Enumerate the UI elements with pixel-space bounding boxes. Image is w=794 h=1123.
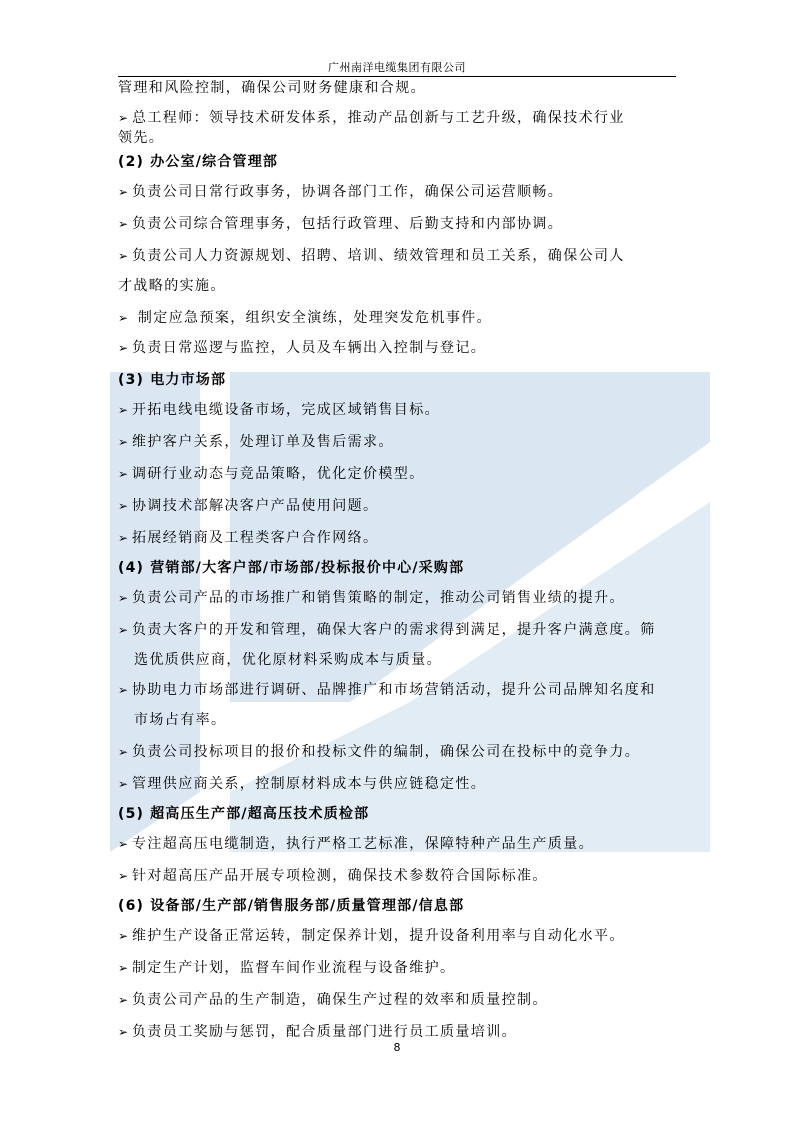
bullet-item: ➢ 专注超高压电缆制造，执行严格工艺标准，保障特种产品生产质量。 bbox=[118, 836, 594, 852]
bullet-item: ➢ 协助电力市场部进行调研、品牌推广和市场营销活动，提升公司品牌知名度和 bbox=[118, 682, 656, 698]
arrow-bullet-icon: ➢ bbox=[118, 249, 130, 263]
section-heading: (4) 营销部/大客户部/市场部/投标报价中心/采购部 bbox=[118, 560, 465, 576]
header-rule bbox=[118, 76, 676, 77]
bullet-item: ➢ 负责公司产品的生产制造，确保生产过程的效率和质量控制。 bbox=[118, 992, 548, 1008]
bullet-item: ➢ 协调技术部解决客户产品使用问题。 bbox=[118, 498, 379, 514]
section-heading: (5) 超高压生产部/超高压技术质检部 bbox=[118, 806, 370, 822]
arrow-bullet-icon: ➢ bbox=[118, 217, 130, 231]
text-line: 市场占有率。 bbox=[134, 712, 227, 728]
bullet-item: ➢ 拓展经销商及工程类客户合作网络。 bbox=[118, 530, 379, 546]
text-line: 领先。 bbox=[118, 130, 165, 146]
arrow-bullet-icon: ➢ bbox=[118, 869, 130, 883]
section-heading: (2) 办公室/综合管理部 bbox=[118, 154, 279, 170]
bullet-item: ➢ 负责日常巡逻与监控，人员及车辆出入控制与登记。 bbox=[118, 340, 487, 356]
bullet-item: ➢ 针对超高压产品开展专项检测，确保技术参数符合国际标准。 bbox=[118, 868, 548, 884]
arrow-bullet-icon: ➢ bbox=[118, 993, 130, 1007]
bullet-item: ➢ 开拓电线电缆设备市场，完成区域销售目标。 bbox=[118, 402, 440, 418]
section-heading: (6) 设备部/生产部/销售服务部/质量管理部/信息部 bbox=[118, 898, 465, 914]
arrow-bullet-icon: ➢ bbox=[118, 837, 130, 851]
text-line: 选优质供应商，优化原材料采购成本与质量。 bbox=[134, 652, 442, 668]
bullet-item: ➢ 负责公司产品的市场推广和销售策略的制定，推动公司销售业绩的提升。 bbox=[118, 590, 625, 606]
bullet-item: ➢ 制定生产计划，监督车间作业流程与设备维护。 bbox=[118, 960, 456, 976]
arrow-bullet-icon: ➢ bbox=[118, 311, 130, 325]
bullet-item: ➢ 负责大客户的开发和管理，确保大客户的需求得到满足，提升客户满意度。筛 bbox=[118, 622, 656, 638]
body-content bbox=[118, 78, 678, 1046]
bullet-item: ➢ 负责公司投标项目的报价和投标文件的编制，确保公司在投标中的竞争力。 bbox=[118, 744, 641, 760]
arrow-bullet-icon: ➢ bbox=[118, 467, 130, 481]
arrow-bullet-icon: ➢ bbox=[118, 623, 130, 637]
bullet-item: ➢ 总工程师：领导技术研发体系，推动产品创新与工艺升级，确保技术行业 bbox=[118, 110, 625, 126]
text-line: 才战略的实施。 bbox=[118, 278, 226, 294]
bullet-item: ➢ 负责公司综合管理事务，包括行政管理、后勤支持和内部协调。 bbox=[118, 216, 564, 232]
arrow-bullet-icon: ➢ bbox=[118, 745, 130, 759]
arrow-bullet-icon: ➢ bbox=[118, 111, 130, 125]
arrow-bullet-icon: ➢ bbox=[118, 961, 130, 975]
bullet-item: ➢ 维护客户关系，处理订单及售后需求。 bbox=[118, 434, 394, 450]
bullet-item: ➢ 负责员工奖励与惩罚，配合质量部门进行员工质量培训。 bbox=[118, 1024, 517, 1040]
arrow-bullet-icon: ➢ bbox=[118, 403, 130, 417]
arrow-bullet-icon: ➢ bbox=[118, 683, 130, 697]
arrow-bullet-icon: ➢ bbox=[118, 499, 130, 513]
arrow-bullet-icon: ➢ bbox=[118, 1025, 130, 1039]
page-header: 广州南洋电缆集团有限公司 bbox=[328, 61, 466, 74]
page-number: 8 bbox=[393, 1041, 401, 1054]
section-heading: (3) 电力市场部 bbox=[118, 372, 227, 388]
bullet-item: ➢ 负责公司日常行政事务，协调各部门工作，确保公司运营顺畅。 bbox=[118, 184, 564, 200]
bullet-item: ➢ 管理供应商关系，控制原材料成本与供应链稳定性。 bbox=[118, 776, 487, 792]
bullet-item: ➢ 负责公司人力资源规划、招聘、培训、绩效管理和员工关系，确保公司人 bbox=[118, 248, 625, 264]
bullet-item: ➢ 调研行业动态与竞品策略，优化定价模型。 bbox=[118, 466, 425, 482]
arrow-bullet-icon: ➢ bbox=[118, 341, 130, 355]
text-line: 管理和风险控制，确保公司财务健康和合规。 bbox=[118, 80, 426, 96]
bullet-item: ➢ 维护生产设备正常运转，制定保养计划，提升设备利用率与自动化水平。 bbox=[118, 928, 625, 944]
arrow-bullet-icon: ➢ bbox=[118, 777, 130, 791]
arrow-bullet-icon: ➢ bbox=[118, 531, 130, 545]
arrow-bullet-icon: ➢ bbox=[118, 591, 130, 605]
arrow-bullet-icon: ➢ bbox=[118, 435, 130, 449]
arrow-bullet-icon: ➢ bbox=[118, 185, 130, 199]
bullet-item: ➢ 制定应急预案，组织安全演练，处理突发危机事件。 bbox=[118, 310, 493, 326]
arrow-bullet-icon: ➢ bbox=[118, 929, 130, 943]
